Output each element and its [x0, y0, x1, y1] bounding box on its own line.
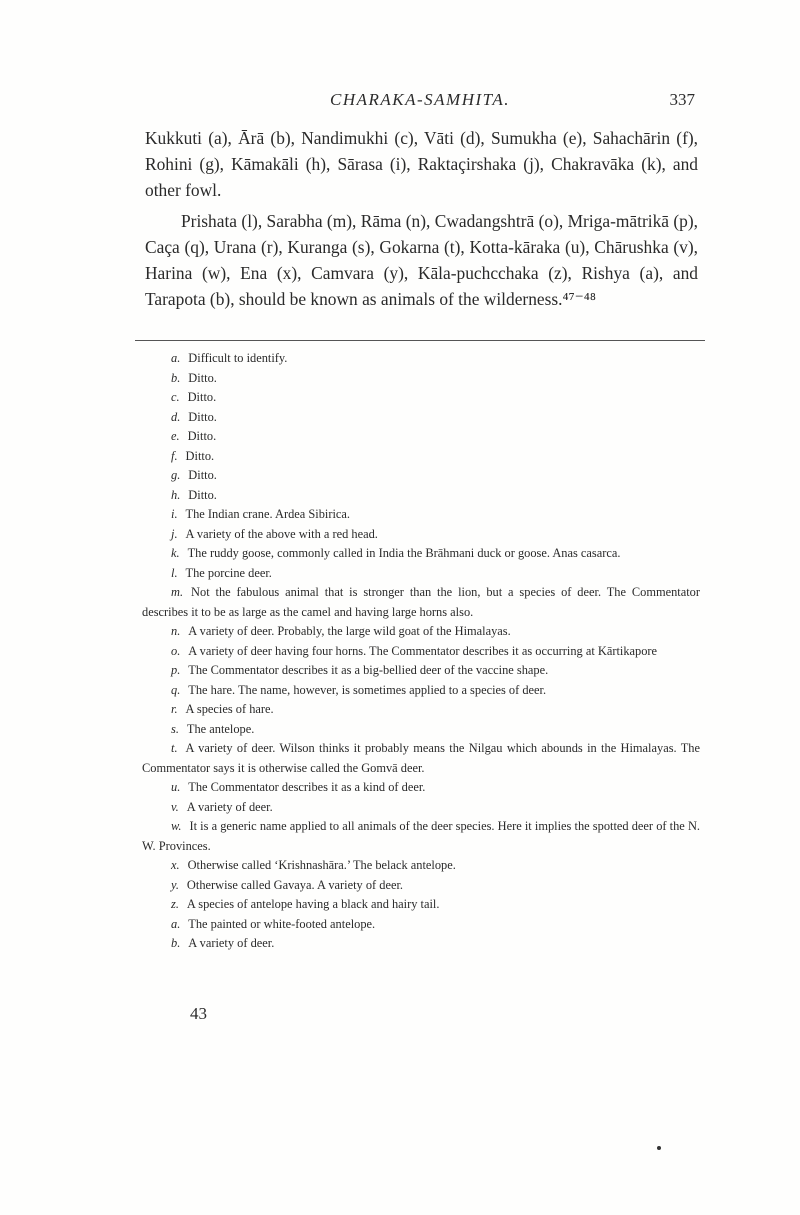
footnote-mark: y.: [171, 877, 179, 892]
main-text: [145, 125, 698, 312]
footnote-text: Ditto.: [188, 487, 217, 502]
footnote: [142, 700, 700, 720]
footnote-mark: a.: [171, 916, 181, 931]
footnote-text: The antelope.: [186, 721, 255, 736]
footnote-text: A variety of the above with a red head.: [185, 526, 378, 541]
footnote-mark: w.: [171, 819, 182, 833]
footnote-text: The porcine deer.: [185, 565, 272, 580]
footnote: [142, 544, 700, 564]
footnote-mark: g.: [171, 468, 181, 482]
footnote-mark: j.: [171, 526, 178, 541]
footnote-text: The Indian crane. Ardea Sibirica.: [185, 507, 350, 521]
footnote: [142, 525, 700, 545]
footnote: [142, 876, 700, 896]
footnote: [142, 739, 700, 778]
footnote: [142, 408, 700, 428]
footnote: [142, 369, 700, 389]
footnote-mark: q.: [171, 682, 181, 697]
footnote-text: Ditto.: [188, 370, 217, 385]
footnote-text: A variety of deer having four horns. The Commentator describes it as occurring at Kārtikapore: [188, 643, 658, 658]
footnote-text: Not the fabulous animal that is stronger than the lion, but a species of deer. The Commentator describes it to be as large as the camel and having large horns also.: [142, 585, 700, 619]
footnote-rule: [135, 340, 705, 341]
footnotes: [142, 349, 700, 954]
footnote-mark: t.: [171, 741, 178, 755]
footnote-mark: d.: [171, 409, 181, 424]
footnote-text: Ditto.: [187, 429, 217, 443]
footnote-text: The hare. The name, however, is sometimes applied to a species of deer.: [188, 682, 547, 697]
footnote-text: It is a generic name applied to all animals of the deer species. Here it implies the spotted deer of the N. W. Provinces.: [142, 819, 700, 853]
footnote-mark: b.: [171, 370, 181, 385]
footnote: [142, 720, 700, 740]
footnote: [142, 564, 700, 584]
footnote: [142, 466, 700, 486]
footnote: [142, 934, 700, 954]
footnote-text: The Commentator describes it as a kind of deer.: [188, 780, 426, 794]
page-number: 337: [669, 90, 695, 109]
footnote-mark: p.: [171, 663, 181, 677]
footnote-mark: r.: [171, 702, 178, 716]
footnote: [142, 778, 700, 798]
footnote-text: Ditto.: [188, 468, 217, 482]
footnote: [142, 505, 700, 525]
footnote-mark: u.: [171, 780, 181, 794]
footnote-mark: i.: [171, 507, 178, 521]
footnote: [142, 856, 700, 876]
footnote-mark: a.: [171, 351, 181, 365]
footnote-mark: v.: [171, 799, 179, 814]
footnote-text: A variety of deer.: [188, 936, 275, 950]
footnote: [142, 915, 700, 935]
footnote: [142, 447, 700, 467]
footnote-text: Otherwise called ‘Krishnashāra.’ The belack antelope.: [187, 858, 456, 872]
footnote-mark: x.: [171, 858, 180, 872]
footnote-mark: h.: [171, 487, 181, 502]
signature-mark: 43: [190, 1004, 207, 1023]
footnote-mark: m.: [171, 585, 184, 599]
footnote: [142, 642, 700, 662]
footnote-mark: s.: [171, 721, 179, 736]
footnote-text: The Commentator describes it as a big-bellied deer of the vaccine shape.: [188, 663, 549, 677]
footnote-text: The painted or white-footed antelope.: [188, 916, 376, 931]
footnote-mark: k.: [171, 546, 180, 560]
footnote-text: The ruddy goose, commonly called in India the Brāhmani duck or goose. Anas casarca.: [187, 546, 621, 560]
footnote-mark: z.: [171, 897, 179, 911]
footnote-mark: c.: [171, 390, 180, 404]
footnote-text: Ditto.: [188, 409, 217, 424]
footnote: [142, 427, 700, 447]
footnote: [142, 583, 700, 622]
footnote-mark: o.: [171, 643, 181, 658]
paragraph-fowl: Kukkuti (a), Ārā (b), Nandimukhi (c), Vāti (d), Sumukha (e), Sahachārin (f), Rohini (g), Kāmakāli (h), Sārasa (i), Raktaçirshaka (j), Chakravāka (k), and other fowl.: [145, 128, 698, 201]
footnote: [142, 388, 700, 408]
footnote-text: A variety of deer. Probably, the large wild goat of the Himalayas.: [188, 624, 511, 638]
paragraph-wilderness-animals: Prishata (l), Sarabha (m), Rāma (n), Cwadangshtrā (o), Mriga-mātrikā (p), Caça (q), Urana (r), Kuranga (s), Gokarna (t), Kotta-kāraka (u), Chārushka (v), Harina (w), Ena (x), Camvara (y), Kāla-puchcchaka (z), Rishya (a), and Tarapota (b), should be known as animals of the wilderness.⁴⁷⁻⁴⁸: [145, 210, 698, 310]
footnote-text: Ditto.: [185, 448, 215, 463]
footnote-mark: l.: [171, 565, 178, 580]
footnote-text: A species of hare.: [185, 702, 274, 716]
footnote-text: Otherwise called Gavaya. A variety of deer.: [186, 877, 403, 892]
footnote: [142, 681, 700, 701]
footnote-text: A variety of deer. Wilson thinks it probably means the Nilgau which abounds in the Himalayas. The Commentator says it is otherwise called the Gomvā deer.: [142, 741, 700, 775]
footnote-mark: e.: [171, 429, 180, 443]
footnote: [142, 622, 700, 642]
ink-speck: [657, 1146, 661, 1150]
footnote: [142, 895, 700, 915]
footnote-mark: n.: [171, 624, 181, 638]
footnote: [142, 798, 700, 818]
footnote-text: A species of antelope having a black and hairy tail.: [186, 897, 440, 911]
footnote: [142, 661, 700, 681]
footnote: [142, 486, 700, 506]
footnote: [142, 817, 700, 856]
running-title: CHARAKA-SAMHITA.: [330, 90, 510, 109]
footnote-mark: f.: [171, 448, 178, 463]
footnote-text: A variety of deer.: [186, 799, 273, 814]
footnote-text: Ditto.: [187, 390, 217, 404]
footnote-text: Difficult to identify.: [188, 351, 288, 365]
running-header: [145, 90, 695, 114]
footnote: [142, 349, 700, 369]
footnote-mark: b.: [171, 936, 181, 950]
